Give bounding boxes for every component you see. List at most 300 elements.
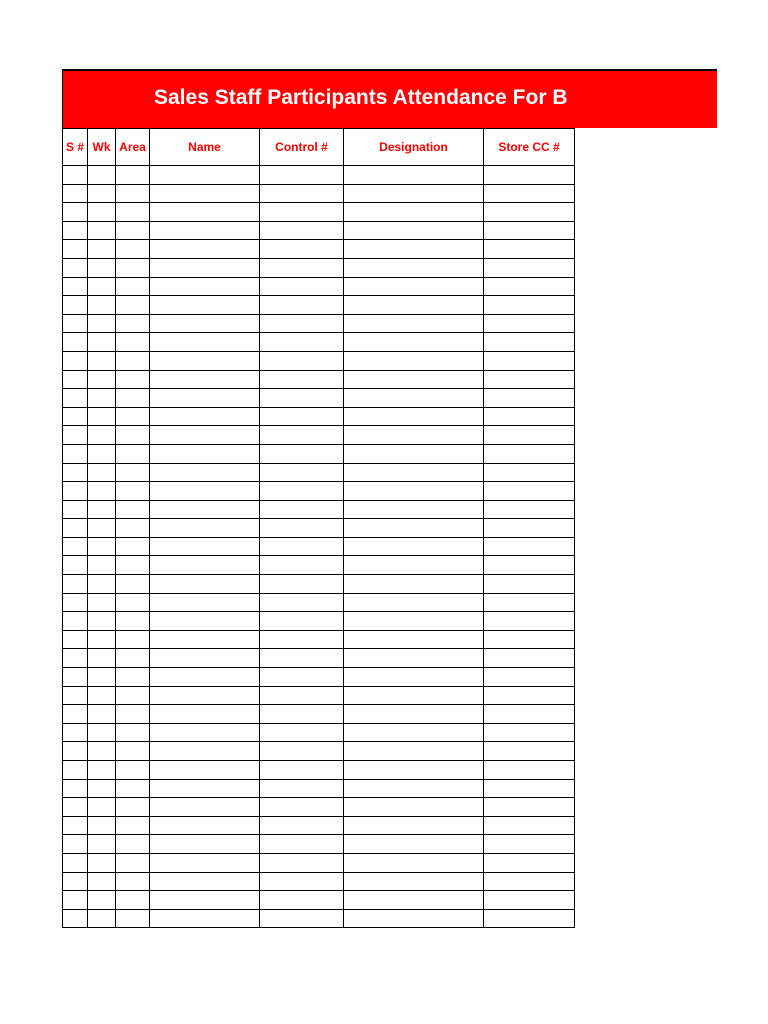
table-cell[interactable]	[150, 835, 260, 854]
table-cell[interactable]	[150, 203, 260, 222]
table-cell[interactable]	[260, 835, 344, 854]
table-cell[interactable]	[88, 166, 116, 185]
table-cell[interactable]	[260, 816, 344, 835]
table-cell[interactable]	[484, 779, 575, 798]
table-cell[interactable]	[484, 649, 575, 668]
table-cell[interactable]	[63, 909, 88, 928]
table-cell[interactable]	[116, 575, 150, 594]
table-cell[interactable]	[260, 221, 344, 240]
table-cell[interactable]	[150, 370, 260, 389]
table-cell[interactable]	[63, 668, 88, 687]
table-cell[interactable]	[88, 314, 116, 333]
table-cell[interactable]	[260, 240, 344, 259]
table-cell[interactable]	[88, 221, 116, 240]
table-cell[interactable]	[260, 556, 344, 575]
table-cell[interactable]	[150, 426, 260, 445]
table-cell[interactable]	[344, 853, 484, 872]
table-cell[interactable]	[260, 444, 344, 463]
table-cell[interactable]	[63, 649, 88, 668]
table-cell[interactable]	[150, 872, 260, 891]
table-cell[interactable]	[344, 705, 484, 724]
table-cell[interactable]	[116, 761, 150, 780]
table-cell[interactable]	[484, 463, 575, 482]
table-cell[interactable]	[88, 463, 116, 482]
table-cell[interactable]	[88, 258, 116, 277]
table-cell[interactable]	[344, 891, 484, 910]
table-cell[interactable]	[150, 891, 260, 910]
table-cell[interactable]	[63, 407, 88, 426]
table-cell[interactable]	[150, 612, 260, 631]
table-cell[interactable]	[150, 444, 260, 463]
table-row	[63, 184, 575, 203]
table-cell[interactable]	[344, 798, 484, 817]
table-cell[interactable]	[484, 593, 575, 612]
table-cell[interactable]	[88, 519, 116, 538]
table-row	[63, 705, 575, 724]
table-cell[interactable]	[116, 370, 150, 389]
table-cell[interactable]	[484, 891, 575, 910]
table-cell[interactable]	[150, 519, 260, 538]
table-cell[interactable]	[88, 184, 116, 203]
table-cell[interactable]	[88, 909, 116, 928]
table-cell[interactable]	[260, 166, 344, 185]
table-cell[interactable]	[344, 314, 484, 333]
table-cell[interactable]	[260, 798, 344, 817]
column-header-area: Area	[116, 129, 150, 166]
table-cell[interactable]	[88, 723, 116, 742]
table-cell[interactable]	[344, 426, 484, 445]
table-cell[interactable]	[484, 426, 575, 445]
table-cell[interactable]	[150, 482, 260, 501]
table-cell[interactable]	[88, 482, 116, 501]
table-cell[interactable]	[116, 314, 150, 333]
table-cell[interactable]	[150, 166, 260, 185]
table-cell[interactable]	[484, 277, 575, 296]
table-cell[interactable]	[88, 630, 116, 649]
table-cell[interactable]	[344, 593, 484, 612]
table-cell[interactable]	[344, 668, 484, 687]
table-cell[interactable]	[63, 184, 88, 203]
table-cell[interactable]	[484, 556, 575, 575]
table-cell[interactable]	[116, 166, 150, 185]
table-cell[interactable]	[484, 221, 575, 240]
table-cell[interactable]	[63, 705, 88, 724]
table-cell[interactable]	[88, 872, 116, 891]
table-cell[interactable]	[344, 519, 484, 538]
table-cell[interactable]	[260, 258, 344, 277]
table-cell[interactable]	[150, 296, 260, 315]
table-cell[interactable]	[116, 556, 150, 575]
table-cell[interactable]	[116, 500, 150, 519]
table-cell[interactable]	[88, 351, 116, 370]
table-cell[interactable]	[116, 426, 150, 445]
table-row	[63, 668, 575, 687]
table-cell[interactable]	[150, 575, 260, 594]
table-cell[interactable]	[63, 166, 88, 185]
table-cell[interactable]	[344, 779, 484, 798]
table-cell[interactable]	[116, 184, 150, 203]
table-cell[interactable]	[484, 296, 575, 315]
table-cell[interactable]	[116, 333, 150, 352]
banner-left-border	[62, 69, 63, 128]
table-cell[interactable]	[63, 816, 88, 835]
table-cell[interactable]	[63, 333, 88, 352]
table-cell[interactable]	[63, 463, 88, 482]
table-cell[interactable]	[63, 482, 88, 501]
table-cell[interactable]	[116, 537, 150, 556]
table-cell[interactable]	[484, 612, 575, 631]
table-cell[interactable]	[260, 575, 344, 594]
table-cell[interactable]	[88, 649, 116, 668]
table-cell[interactable]	[260, 463, 344, 482]
table-cell[interactable]	[116, 258, 150, 277]
table-cell[interactable]	[484, 835, 575, 854]
table-cell[interactable]	[484, 668, 575, 687]
table-cell[interactable]	[63, 779, 88, 798]
table-cell[interactable]	[63, 686, 88, 705]
table-cell[interactable]	[116, 891, 150, 910]
table-cell[interactable]	[484, 184, 575, 203]
table-cell[interactable]	[484, 575, 575, 594]
table-cell[interactable]	[260, 779, 344, 798]
table-cell[interactable]	[150, 761, 260, 780]
table-cell[interactable]	[116, 798, 150, 817]
table-cell[interactable]	[484, 630, 575, 649]
table-cell[interactable]	[116, 463, 150, 482]
table-cell[interactable]	[150, 240, 260, 259]
table-cell[interactable]	[63, 258, 88, 277]
table-cell[interactable]	[344, 351, 484, 370]
table-cell[interactable]	[260, 370, 344, 389]
table-cell[interactable]	[150, 221, 260, 240]
table-cell[interactable]	[260, 203, 344, 222]
table-cell[interactable]	[116, 853, 150, 872]
table-cell[interactable]	[88, 612, 116, 631]
table-cell[interactable]	[88, 370, 116, 389]
table-cell[interactable]	[344, 203, 484, 222]
table-cell[interactable]	[484, 537, 575, 556]
table-cell[interactable]	[150, 537, 260, 556]
table-cell[interactable]	[484, 351, 575, 370]
table-cell[interactable]	[344, 444, 484, 463]
table-cell[interactable]	[344, 630, 484, 649]
table-cell[interactable]	[150, 351, 260, 370]
table-cell[interactable]	[484, 500, 575, 519]
table-cell[interactable]	[484, 816, 575, 835]
table-cell[interactable]	[88, 891, 116, 910]
table-row	[63, 426, 575, 445]
table-cell[interactable]	[150, 668, 260, 687]
table-cell[interactable]	[344, 296, 484, 315]
table-cell[interactable]	[484, 742, 575, 761]
table-cell[interactable]	[484, 258, 575, 277]
table-cell[interactable]	[484, 798, 575, 817]
table-cell[interactable]	[63, 630, 88, 649]
table-cell[interactable]	[260, 853, 344, 872]
table-cell[interactable]	[116, 872, 150, 891]
table-cell[interactable]	[88, 593, 116, 612]
table-cell[interactable]	[116, 668, 150, 687]
table-cell[interactable]	[260, 314, 344, 333]
table-cell[interactable]	[260, 277, 344, 296]
table-cell[interactable]	[260, 612, 344, 631]
table-cell[interactable]	[260, 909, 344, 928]
table-cell[interactable]	[88, 853, 116, 872]
table-cell[interactable]	[63, 891, 88, 910]
table-cell[interactable]	[344, 500, 484, 519]
table-cell[interactable]	[63, 444, 88, 463]
table-cell[interactable]	[88, 500, 116, 519]
table-cell[interactable]	[484, 761, 575, 780]
table-cell[interactable]	[116, 389, 150, 408]
table-cell[interactable]	[344, 482, 484, 501]
table-cell[interactable]	[484, 705, 575, 724]
table-cell[interactable]	[484, 686, 575, 705]
table-cell[interactable]	[484, 872, 575, 891]
table-cell[interactable]	[63, 612, 88, 631]
table-row	[63, 240, 575, 259]
table-cell[interactable]	[260, 630, 344, 649]
table-cell[interactable]	[344, 575, 484, 594]
table-cell[interactable]	[116, 649, 150, 668]
table-cell[interactable]	[88, 444, 116, 463]
table-cell[interactable]	[88, 556, 116, 575]
table-cell[interactable]	[88, 240, 116, 259]
table-cell[interactable]	[150, 593, 260, 612]
table-cell[interactable]	[63, 872, 88, 891]
table-cell[interactable]	[344, 835, 484, 854]
table-cell[interactable]	[116, 203, 150, 222]
table-cell[interactable]	[484, 444, 575, 463]
table-cell[interactable]	[484, 240, 575, 259]
table-cell[interactable]	[484, 389, 575, 408]
table-cell[interactable]	[260, 519, 344, 538]
table-cell[interactable]	[88, 668, 116, 687]
table-cell[interactable]	[260, 593, 344, 612]
table-cell[interactable]	[484, 333, 575, 352]
table-cell[interactable]	[260, 482, 344, 501]
column-header-name: Name	[150, 129, 260, 166]
table-cell[interactable]	[260, 426, 344, 445]
table-cell[interactable]	[88, 537, 116, 556]
table-cell[interactable]	[88, 686, 116, 705]
table-cell[interactable]	[484, 166, 575, 185]
table-cell[interactable]	[116, 407, 150, 426]
table-cell[interactable]	[63, 835, 88, 854]
table-cell[interactable]	[116, 277, 150, 296]
table-cell[interactable]	[63, 537, 88, 556]
table-cell[interactable]	[260, 296, 344, 315]
table-row	[63, 407, 575, 426]
table-cell[interactable]	[116, 686, 150, 705]
table-cell[interactable]	[344, 816, 484, 835]
table-cell[interactable]	[88, 742, 116, 761]
table-cell[interactable]	[63, 742, 88, 761]
table-cell[interactable]	[344, 221, 484, 240]
table-cell[interactable]	[63, 351, 88, 370]
table-cell[interactable]	[116, 296, 150, 315]
table-cell[interactable]	[344, 556, 484, 575]
table-cell[interactable]	[260, 891, 344, 910]
table-cell[interactable]	[260, 649, 344, 668]
table-cell[interactable]	[88, 296, 116, 315]
table-cell[interactable]	[260, 761, 344, 780]
table-cell[interactable]	[88, 575, 116, 594]
table-cell[interactable]	[344, 333, 484, 352]
table-cell[interactable]	[150, 463, 260, 482]
table-cell[interactable]	[63, 761, 88, 780]
table-cell[interactable]	[116, 221, 150, 240]
table-cell[interactable]	[88, 277, 116, 296]
table-cell[interactable]	[88, 816, 116, 835]
table-cell[interactable]	[260, 668, 344, 687]
table-cell[interactable]	[116, 909, 150, 928]
table-cell[interactable]	[116, 240, 150, 259]
table-cell[interactable]	[63, 798, 88, 817]
table-cell[interactable]	[260, 333, 344, 352]
table-cell[interactable]	[150, 556, 260, 575]
table-cell[interactable]	[150, 630, 260, 649]
table-cell[interactable]	[260, 723, 344, 742]
table-cell[interactable]	[116, 723, 150, 742]
table-cell[interactable]	[484, 203, 575, 222]
table-cell[interactable]	[344, 389, 484, 408]
table-cell[interactable]	[344, 407, 484, 426]
table-cell[interactable]	[116, 351, 150, 370]
column-header-control: Control #	[260, 129, 344, 166]
table-cell[interactable]	[63, 500, 88, 519]
table-cell[interactable]	[344, 537, 484, 556]
table-cell[interactable]	[88, 333, 116, 352]
table-cell[interactable]	[88, 203, 116, 222]
table-cell[interactable]	[63, 296, 88, 315]
table-cell[interactable]	[116, 593, 150, 612]
table-cell[interactable]	[344, 166, 484, 185]
table-cell[interactable]	[344, 723, 484, 742]
table-cell[interactable]	[88, 426, 116, 445]
table-cell[interactable]	[63, 240, 88, 259]
table-cell[interactable]	[150, 909, 260, 928]
table-cell[interactable]	[344, 370, 484, 389]
table-cell[interactable]	[344, 686, 484, 705]
table-cell[interactable]	[260, 351, 344, 370]
table-cell[interactable]	[260, 184, 344, 203]
table-cell[interactable]	[116, 742, 150, 761]
table-cell[interactable]	[63, 221, 88, 240]
table-cell[interactable]	[344, 872, 484, 891]
table-cell[interactable]	[150, 798, 260, 817]
table-cell[interactable]	[116, 816, 150, 835]
table-cell[interactable]	[63, 723, 88, 742]
table-cell[interactable]	[150, 816, 260, 835]
table-cell[interactable]	[344, 184, 484, 203]
table-cell[interactable]	[344, 761, 484, 780]
table-cell[interactable]	[150, 705, 260, 724]
table-cell[interactable]	[260, 872, 344, 891]
table-cell[interactable]	[344, 277, 484, 296]
table-cell[interactable]	[63, 593, 88, 612]
table-cell[interactable]	[344, 463, 484, 482]
table-cell[interactable]	[484, 407, 575, 426]
table-cell[interactable]	[63, 277, 88, 296]
table-cell[interactable]	[88, 835, 116, 854]
table-cell[interactable]	[116, 779, 150, 798]
table-cell[interactable]	[484, 909, 575, 928]
table-cell[interactable]	[116, 835, 150, 854]
table-cell[interactable]	[88, 761, 116, 780]
table-cell[interactable]	[63, 556, 88, 575]
table-cell[interactable]	[63, 314, 88, 333]
table-cell[interactable]	[150, 723, 260, 742]
table-cell[interactable]	[63, 389, 88, 408]
table-cell[interactable]	[63, 426, 88, 445]
table-row	[63, 537, 575, 556]
table-cell[interactable]	[88, 389, 116, 408]
table-cell[interactable]	[260, 389, 344, 408]
table-cell[interactable]	[484, 519, 575, 538]
table-cell[interactable]	[344, 909, 484, 928]
table-cell[interactable]	[116, 612, 150, 631]
table-cell[interactable]	[63, 575, 88, 594]
table-cell[interactable]	[116, 444, 150, 463]
table-cell[interactable]	[116, 519, 150, 538]
table-cell[interactable]	[150, 686, 260, 705]
table-cell[interactable]	[116, 630, 150, 649]
table-cell[interactable]	[484, 723, 575, 742]
table-cell[interactable]	[63, 519, 88, 538]
table-cell[interactable]	[116, 705, 150, 724]
table-cell[interactable]	[88, 705, 116, 724]
table-cell[interactable]	[260, 407, 344, 426]
table-cell[interactable]	[150, 779, 260, 798]
table-cell[interactable]	[116, 482, 150, 501]
table-cell[interactable]	[344, 649, 484, 668]
table-cell[interactable]	[484, 314, 575, 333]
table-cell[interactable]	[260, 537, 344, 556]
table-cell[interactable]	[63, 203, 88, 222]
table-cell[interactable]	[344, 612, 484, 631]
table-cell[interactable]	[484, 853, 575, 872]
table-cell[interactable]	[150, 407, 260, 426]
table-row	[63, 909, 575, 928]
table-cell[interactable]	[150, 184, 260, 203]
table-cell[interactable]	[88, 407, 116, 426]
table-cell[interactable]	[344, 240, 484, 259]
table-cell[interactable]	[260, 705, 344, 724]
table-cell[interactable]	[150, 853, 260, 872]
table-cell[interactable]	[88, 779, 116, 798]
table-cell[interactable]	[260, 500, 344, 519]
table-cell[interactable]	[150, 277, 260, 296]
table-cell[interactable]	[150, 258, 260, 277]
table-cell[interactable]	[344, 258, 484, 277]
table-cell[interactable]	[63, 853, 88, 872]
table-cell[interactable]	[88, 798, 116, 817]
table-cell[interactable]	[150, 500, 260, 519]
table-cell[interactable]	[150, 389, 260, 408]
table-cell[interactable]	[150, 314, 260, 333]
table-cell[interactable]	[150, 649, 260, 668]
table-cell[interactable]	[484, 482, 575, 501]
table-cell[interactable]	[150, 742, 260, 761]
table-cell[interactable]	[484, 370, 575, 389]
table-cell[interactable]	[150, 333, 260, 352]
table-cell[interactable]	[260, 742, 344, 761]
table-row	[63, 798, 575, 817]
table-cell[interactable]	[344, 742, 484, 761]
table-cell[interactable]	[260, 686, 344, 705]
table-cell[interactable]	[63, 370, 88, 389]
